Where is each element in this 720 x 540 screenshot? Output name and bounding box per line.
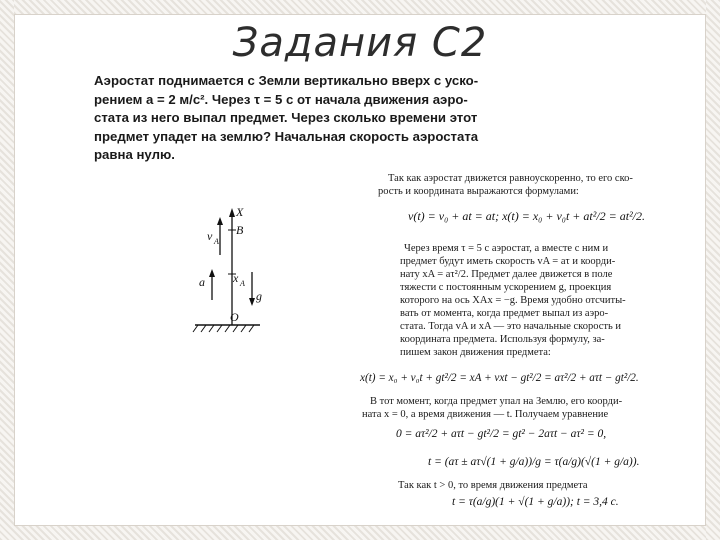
formula-motion-law: x(t) = x₀ + v₀t + gt²/2 = xA + vxt − gt²/2 = aτ²/2 + aτt − gt²/2.	[360, 372, 639, 384]
solution-para4: Так как t > 0, то время движения предмета	[398, 480, 588, 491]
gravity-arrow-head	[249, 298, 255, 306]
ground-hatch	[193, 325, 254, 332]
acceleration-arrow-head	[209, 269, 215, 277]
solution-intro-line: рость и координата выражаются формулами:	[378, 186, 579, 197]
origin-label: O	[230, 310, 239, 324]
solution-para2-line: нату xA = aτ²/2. Предмет далее движется в поле	[400, 269, 613, 280]
velocity-subscript: A	[214, 237, 219, 246]
solution-para2-line: вать от момента, когда предмет выпал из аэро-	[400, 308, 609, 319]
border-bottom	[0, 526, 720, 540]
x-axis-label: X	[236, 205, 244, 219]
formula-roots: t = (aτ ± aτ√(1 + g/a))/g = τ(a/g)(√(1 + g/a)).	[428, 456, 640, 468]
formula-velocity-position: v(t) = v₀ + at = at; x(t) = x₀ + v₀t + at²/2 = at²/2.	[408, 209, 646, 223]
solution-para3-line: В тот момент, когда предмет упал на Землю, его коорди-	[370, 396, 623, 407]
problem-line: стата из него выпал предмет. Через сколько времени этот	[94, 110, 478, 126]
border-right	[706, 0, 720, 540]
solution-para2-line: тяжести с постоянным ускорением g, проекция	[400, 282, 612, 293]
solution-para3-line: ната x = 0, а время движения — t. Получаем уравнение	[362, 409, 609, 420]
problem-line: Аэростат поднимается с Земли вертикально вверх с уско-	[94, 73, 479, 88]
problem-line: рением a = 2 м/с². Через τ = 5 с от начала движения аэро-	[94, 91, 468, 107]
physics-diagram	[190, 200, 290, 340]
slide-title: Задания С2	[232, 20, 488, 66]
solution-para2-line: Через время τ = 5 с аэростат, а вместе с ним и	[404, 243, 609, 254]
problem-line: предмет упадет на землю? Начальная скорость аэростата	[94, 128, 479, 144]
velocity-label: v	[207, 229, 213, 243]
problem-line: равна нулю.	[94, 147, 175, 163]
solution-para2-line: пишем закон движения предмета:	[400, 347, 551, 358]
point-b-label: B	[236, 223, 244, 237]
gravity-label: g	[256, 289, 262, 303]
border-top	[0, 0, 720, 14]
solution-para2-line: которого на ось XAx = −g. Время удобно отсчиты-	[400, 295, 626, 306]
acceleration-label: a	[199, 275, 205, 289]
problem-statement	[94, 72, 534, 165]
solution-para2-line: предмет будут иметь скорость vA = aτ и коорди-	[400, 256, 616, 267]
x-axis-arrow	[229, 208, 235, 217]
formula-answer: t = τ(a/g)(1 + √(1 + g/a)); t = 3,4 с.	[452, 496, 619, 508]
border-left	[0, 0, 14, 540]
position-label: x	[233, 271, 239, 285]
solution-para2-line: координата предмета. Используя формулу, за-	[400, 334, 605, 345]
position-subscript: A	[240, 279, 245, 288]
solution-intro-line: Так как аэростат движется равноускоренно, то его ско-	[388, 173, 633, 184]
formula-equation: 0 = aτ²/2 + aτt − gt²/2 = gt² − 2aτt − aτ² = 0,	[396, 428, 607, 440]
solution-para2-line: стата. Тогда vA и xA — это начальные скорость и	[400, 321, 622, 332]
velocity-arrow-head	[217, 217, 223, 225]
